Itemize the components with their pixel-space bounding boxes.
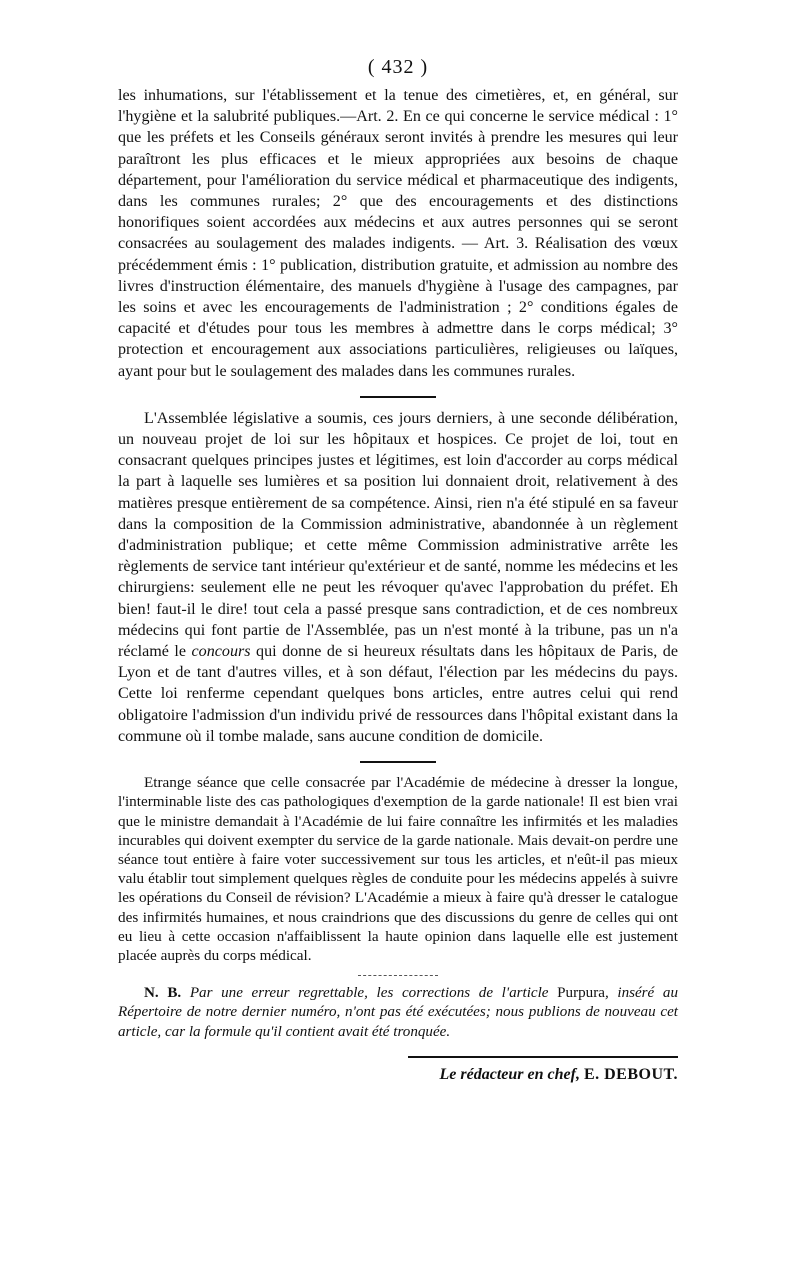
editor-note [118,984,678,1042]
paragraph-article-text: les inhumations, sur l'établissement et la tenue des cimetières, et, en général, sur l'hygiène et la salubrité publiques.—Art. 2. En ce qui concerne le service médical : 1° que les préfets et les Conseils généraux seront invités à prendre les mesures qui leur paraîtront les plus efficaces et le mieux appropriées aux besoins de chaque département, pour l'amélioration du service médical et pharmaceutique des indigents, dans les communes rurales; 2° que des encouragements et des distinctions honorifiques soient accordées aux médecins et aux autres personnes qui se seront consacrées au soulagement des malades indigents. — Art. 3. Réalisation des vœux précédemment émis : 1° publication, distribution gratuite, et admission au nombre des livres d'instruction élémentaire, des manuels d'hygiène à l'usage des campagnes, par les soins et avec les encouragements de l'administration ; 2° conditions égales de capacité et d'études pour tous les membres à admettre dans le corps médical; 3° protection et encouragement aux associations particulières, religieuses ou laïques, ayant pour but le soulagement des malades dans les communes rurales. [118,87,678,380]
note-label: N. B. [144,985,182,1002]
signature-role: Le rédacteur en chef, [439,1065,580,1083]
note-text-1: Par une erreur regrettable, les corrections de l'article [181,985,558,1002]
signature-rule [408,1056,678,1058]
paragraph-academy-session: Etrange séance que celle consacrée par l'Académie de médecine à dresser la longue, l'interminable liste des cas pathologiques d'exemption de la garde nationale! Il est bien vrai que le ministre demandait à l'Académie de lui faire connaître les infirmités et les maladies incurables qui doivent exempter du service de la garde nationale. Mais devait-on perdre une séance tout entière à faire voter successivement sur tous les articles, et n'eût-il pas mieux valu établir tout simplement quelques règles de conduite pour les médecins appelés à suivre les opérations du Conseil de révision? L'Académie a mieux à faire qu'à dresser le catalogue des infirmités humaines, et nous craindrions que des discussions du genre de celles qui ont eu lieu à cette occasion n'affaiblissent la haute opinion dans laquelle elle est justement placée auprès du corps médical. [118,774,678,964]
note-text-2: , inséré au Répertoire de notre dernier numéro, n'ont pas été exécutées; nous publions de nouveau cet article, car la formule qu'il contient avait été tronquée. [118,985,678,1040]
signature-name: E. DEBOUT. [583,1065,678,1083]
paragraph-assembly-law-text-1: L'Assemblée législative a soumis, ces jours derniers, à une seconde délibération, un nouveau projet de loi sur les hôpitaux et hospices. Ce projet de loi, tout en consacrant quelques principes justes et légitimes, est loin d'accorder au corps médical la part à laquelle ses lumières et sa position lui donnaient droit, relativement à des matières presque entièrement de sa compétence. Ainsi, rien n'a été stipulé en sa faveur dans la composition de la Commission administrative, abandonnée à un règlement d'administration publique; et cette même Commission administrative arrête les règlements de service tant intérieur qu'extérieur et de santé, nomme les médecins et les chirurgiens: seulement elle ne peut les révoquer qu'avec l'approbation du préfet. Eh bien! faut-il le dire! tout cela a passé presque sans contradiction, et de ces nombreux médecins qui font partie de l'Assemblée, pas un n'est monté à la tribune, pas un n'a réclamé le [118,409,678,661]
note-article-name: Purpura [557,985,605,1002]
paragraph-assembly-law-text-2: qui donne de si heureux résultats dans les hôpitaux de Paris, de Lyon et de tant d'autres villes, et à son défaut, l'élection par les médecins du pays. Cette loi renferme cependant quelques bons articles, entre autres celui qui rend obligatoire l'admission d'un individu privé de ressources dans l'hôpital existant dans la commune où il tombe malade, sans aucune condition de domicile. [118,643,678,745]
journal-page [118,56,678,1084]
page-number: ( 432 ) [367,56,429,78]
section-divider [360,761,436,763]
note-divider [358,975,438,976]
paragraph-assembly-law [118,408,678,747]
section-divider [360,396,436,398]
signature [118,1066,678,1084]
concours-emphasis: concours [191,643,251,661]
